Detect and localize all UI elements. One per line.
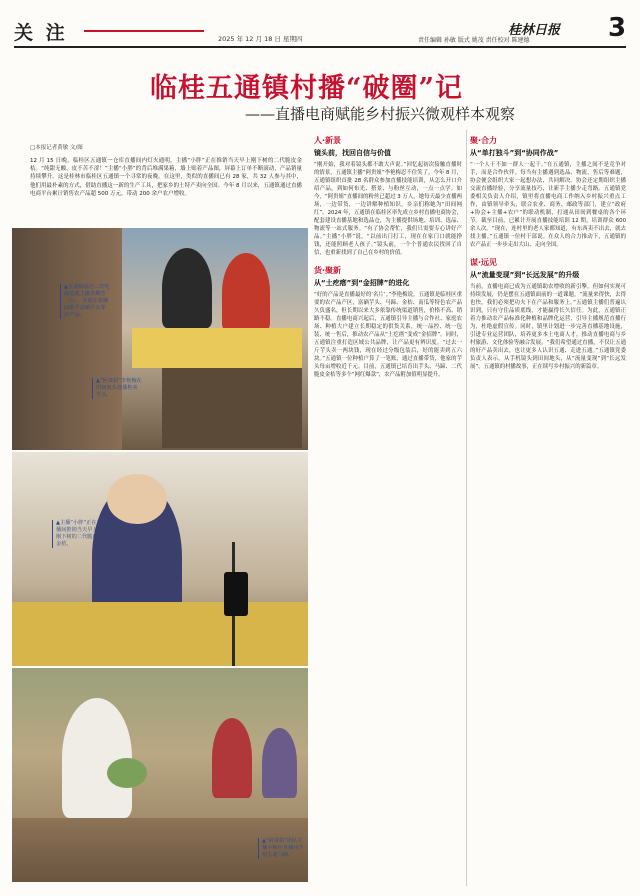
newspaper-logo: 桂林日报 (508, 23, 561, 38)
page-number: 3 (608, 13, 627, 43)
photo-caption: ▲五通镇福达三农电商基地主播李琳芳（右）、李延在直播间推介富硒芋头等农产品。 (60, 284, 110, 319)
section-body: “一个人干不如一群人一起干。”在五通镇，主播之间不是竞争对手，而是合作伙伴。每当有主播遇到选品、物流、售后等难题，协会便会组织大家一起想办法、共同解决。协会还定期组织主播交流直播经验，分享流量技巧，让新手主播少走弯路。五通镇党委相关负责人介绍，镇里将直播电商工作纳入乡村振兴重点工作，由镇领导牵头，联合农业、商务、邮政等部门，建立“政府+协会+主播+农户”的联动机制，打通从田间到餐桌的各个环节。截至目前，已累计开展直播技能培训 12 期，培训群众 600 余人次。“现在，连村里的老人家都知道，有东西卖不出去，就去找主播。”五通镇一位村干部说。在众人的合力推动下，五通镇的农产品正一步步走出大山、走向全国。 (470, 162, 626, 248)
page-header (14, 13, 627, 48)
basket (107, 758, 147, 788)
section-tag: 谋·远见 (470, 258, 498, 267)
kumquat-crates (12, 602, 308, 666)
product-table (132, 328, 302, 368)
section-tag: 人·新景 (314, 136, 342, 145)
farmer-figure (262, 728, 297, 798)
section-title: 关 注 (14, 22, 68, 44)
phone-icon (224, 572, 248, 616)
lead-paragraph: 12 月 15 日晚，临桂区五通镇一仓库直播间内灯火通明，主播“小胖”正在推销当天早上刚下树的二代脆皮金桔。“纯甜无酸，皮不苦不涩！”主播“小胖”的背后堆满果箱，墙上贴着产品图，屏幕上订单不断滚动，产品销量持续攀升。这是桂林市临桂区五通镇一个寻常的夜晚。在这里，类似的直播间已有 28 家，共 32 人参与其中，他们用最朴素的方式，借助直播这一新的生产工具，把家乡的土特产卖向全国。今年 8 月以来，五通镇通过直播电商平台累计销售农产品超 500 万元，带动 200 余户农户增收。 (30, 158, 302, 197)
taro-display (162, 368, 302, 448)
photo-studio-hosts (12, 228, 308, 450)
farmer-figure (212, 718, 252, 798)
issue-date: 2025 年 12 月 18 日 星期四 (218, 35, 303, 43)
section-heading: 镜头前，找回自信与价值 (314, 149, 391, 157)
host-figure (162, 248, 212, 328)
host-figure (222, 253, 270, 331)
subheadline: ——直播电商赋能乡村振兴微观样本观察 (245, 105, 516, 123)
photo-caption: ▲“阿贵姐”李艳梅在田间地头直播售卖芋头。 (92, 378, 142, 399)
section-heading: 从“流量变现”到“长远发展”的升级 (470, 271, 580, 279)
headline: 临桂五通镇村播“破圈”记 (150, 73, 464, 104)
header-rule (84, 30, 204, 32)
produce-shelves (12, 228, 122, 450)
photo-streamer-kumquat (12, 452, 308, 666)
section-heading: 从“单打独斗”到“协同作战” (470, 149, 559, 157)
section-body: “好的产品是直播最好的‘名片’。”李艳梅说。五通镇是临桂区重要的农产品产区，富硒芋头、马蹄、金桔、南瓜等特色农产品久负盛名，但长期以来大多依靠传统渠道销售，价格不高、销路不稳。直播电商兴起后，五通镇引导主播与合作社、家庭农场、种植大户建立长期稳定的供货关系，统一品控、统一包装、统一售后，推动农产品从“土疙瘩”变成“金招牌”。同时，五通镇注重打造区域公共品牌，让产品更有辨识度。“过去一斤芋头卖一两块钱，现在经过分级包装后，好的能卖到五六块。”五通镇一位种植户算了一笔账，通过直播带货，他家的芋头每亩增收近千元。目前，五通镇已培育出芋头、马蹄、二代脆皮金桔等多个“网红爆款”，农产品附加值明显提升。 (314, 292, 462, 378)
streamer-face (107, 474, 167, 524)
photo-caption: ▲主播“小胖”正在直播间推销当天早上刚下树的二代脆皮金桔。 (52, 520, 102, 548)
article-column-middle (314, 130, 462, 886)
photo-caption: ▲“阿贵姐”团队主播小楠在直播间介绍五通马蹄。 (258, 838, 306, 859)
header-divider (14, 46, 626, 48)
section-body: 当前，直播电商已成为五通镇助农增收的新引擎，但如何实现可持续发展，仍是摆在五通镇面前的一道课题。“流量来得快，去得也快，我们必须把功夫下在产品和服务上。”五通镇主播们普遍认识到，只有守住品质底线，才能赢得长久信任。为此，五通镇正着力推动农产品标准化种植和品牌化运营，引导主播规范直播行为，杜绝虚假宣传。同时，镇里计划进一步完善直播基地设施，引进专业运营团队，培养更多本土电商人才，推动直播电商与乡村旅游、文化体验等融合发展。“我们希望通过直播，不仅让五通的好产品卖出去，也让更多人认识五通、走进五通。”五通镇党委负责人表示。从手机镜头到田间地头，从“流量变现”到“长远发展”，五通镇的村播故事，正在续写乡村振兴的新篇章。 (470, 284, 626, 370)
column-divider (466, 130, 467, 886)
article-column-right (470, 130, 626, 830)
byline: □本报记者黄敏 文/图 (30, 145, 83, 151)
section-tag: 货·聚新 (314, 266, 342, 275)
section-body: “刚开始，我对着镜头都不敢大声说。”回忆起初次接触直播时的情景，五通镇主播“阿贵姐”李艳梅忍不住笑了。今年 8 月，五通镇组织首批 28 名群众参加直播技能培训，从怎么开口介绍产品，到如何布光、搭景、与粉丝互动，一点一点学。如今，“阿贵姐”直播间的粉丝已超过 3 万人，她每天最少直播两场，一边带货，一边讲解种植知识，乡亲们称她为“田间网红”。2024 年，五通镇在临桂区率先成立乡村直播电商协会，配套建设直播基地和选品仓，为主播提供场地、培训、选品、物流等一站式服务。“有了协会帮忙，我们只需要专心讲好产品。”主播“小胖”说，“以前出门打工，现在在家门口就能挣钱，还能照顾老人孩子。”镜头前，一个个普通农民找回了自信，也重新找到了自己在乡村的价值。 (314, 162, 462, 256)
section-heading: 从“土疙瘩”到“金招牌”的进化 (314, 279, 410, 287)
section-tag: 聚·合力 (470, 136, 498, 145)
editor-credits: 责任编辑 孙敏 版式 姚茂 责任校对 陈建德 (418, 37, 530, 44)
